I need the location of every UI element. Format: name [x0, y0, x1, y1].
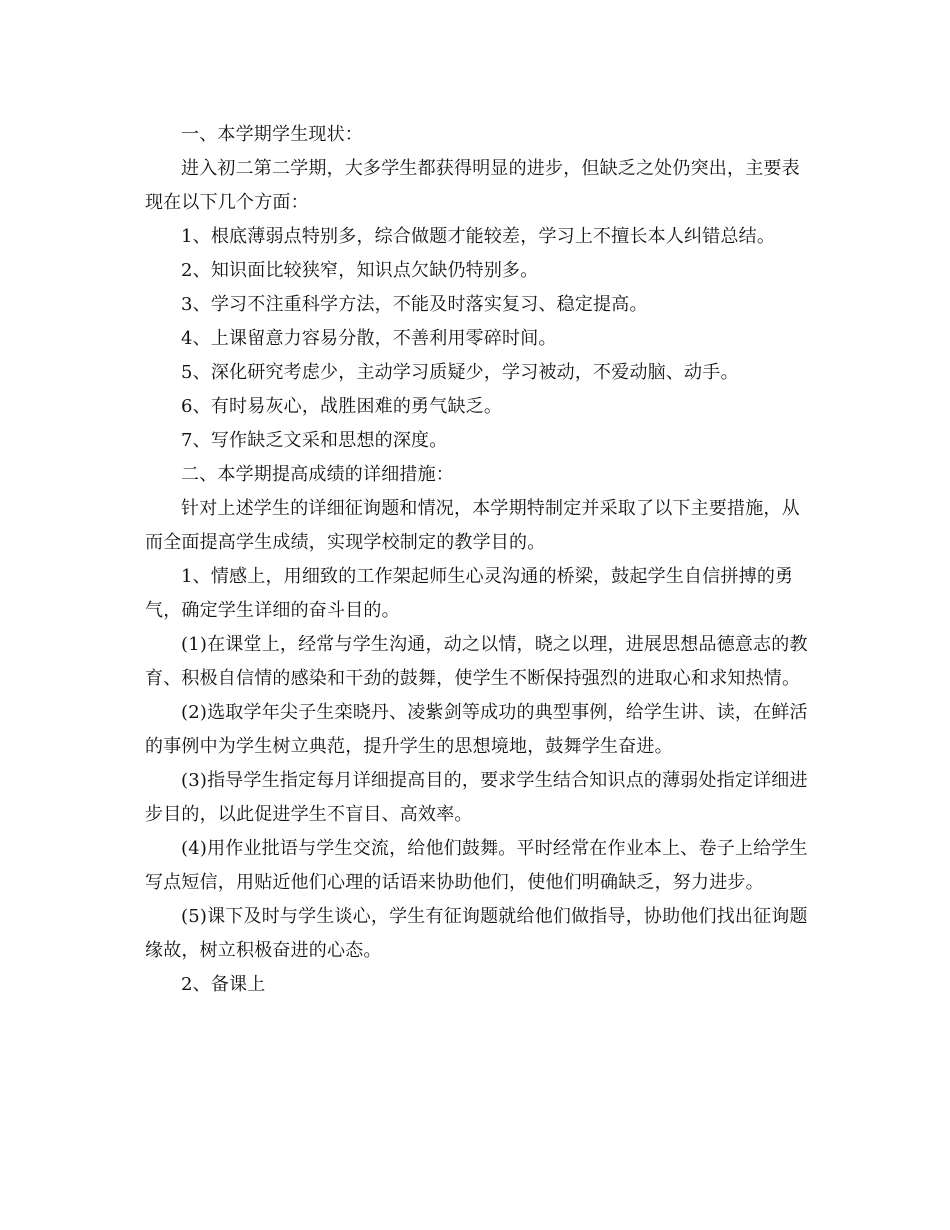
list-item: 2、知识面比较狭窄，知识点欠缺仍特别多。: [181, 260, 539, 281]
list-item: 7、写作缺乏文采和思想的深度。: [181, 430, 448, 451]
section-heading: 二、本学期提高成绩的详细措施：: [181, 464, 454, 485]
list-item: 5、深化研究考虑少，主动学习质疑少，学习被动，不爱动脑、动手。: [181, 362, 739, 383]
list-item: 4、上课留意力容易分散，不善利用零碎时间。: [181, 328, 557, 349]
sub-item: (2)选取学年尖子生栾晓丹、凌紫剑等成功的典型事例，给学生讲、读，在鲜活的事例中为学生树立典范，提升学生的思想境地，鼓舞学生奋进。: [145, 702, 808, 757]
document-body: [145, 118, 810, 1002]
paragraph: 进入初二第二学期，大多学生都获得明显的进步，但缺乏之处仍突出，主要表现在以下几个方面：: [145, 158, 800, 213]
section-heading: 一、本学期学生现状：: [181, 124, 363, 145]
list-item: 3、学习不注重科学方法，不能及时落实复习、稳定提高。: [181, 294, 648, 315]
sub-item: (3)指导学生指定每月详细提高目的，要求学生结合知识点的薄弱处指定详细进步目的，以此促进学生不盲目、高效率。: [145, 770, 808, 825]
list-item: 1、情感上，用细致的工作架起师生心灵沟通的桥梁，鼓起学生自信拼搏的勇气，确定学生详细的奋斗目的。: [145, 566, 794, 621]
list-item: 2、备课上: [181, 974, 266, 995]
paragraph: 针对上述学生的详细征询题和情况，本学期特制定并采取了以下主要措施，从而全面提高学生成绩，实现学校制定的教学目的。: [145, 498, 800, 553]
list-item: 1、根底薄弱点特别多，综合做题才能较差，学习上不擅长本人纠错总结。: [181, 226, 776, 247]
sub-item: (4)用作业批语与学生交流，给他们鼓舞。平时经常在作业本上、卷子上给学生写点短信，用贴近他们心理的话语来协助他们，使他们明确缺乏，努力进步。: [145, 838, 808, 893]
sub-item: (5)课下及时与学生谈心，学生有征询题就给他们做指导，协助他们找出征询题缘故，树立积极奋进的心态。: [145, 906, 808, 961]
sub-item: (1)在课堂上，经常与学生沟通，动之以情，晓之以理，进展思想品德意志的教育、积极自信情的感染和干劲的鼓舞，使学生不断保持强烈的进取心和求知热情。: [145, 634, 808, 689]
list-item: 6、有时易灰心，战胜困难的勇气缺乏。: [181, 396, 503, 417]
